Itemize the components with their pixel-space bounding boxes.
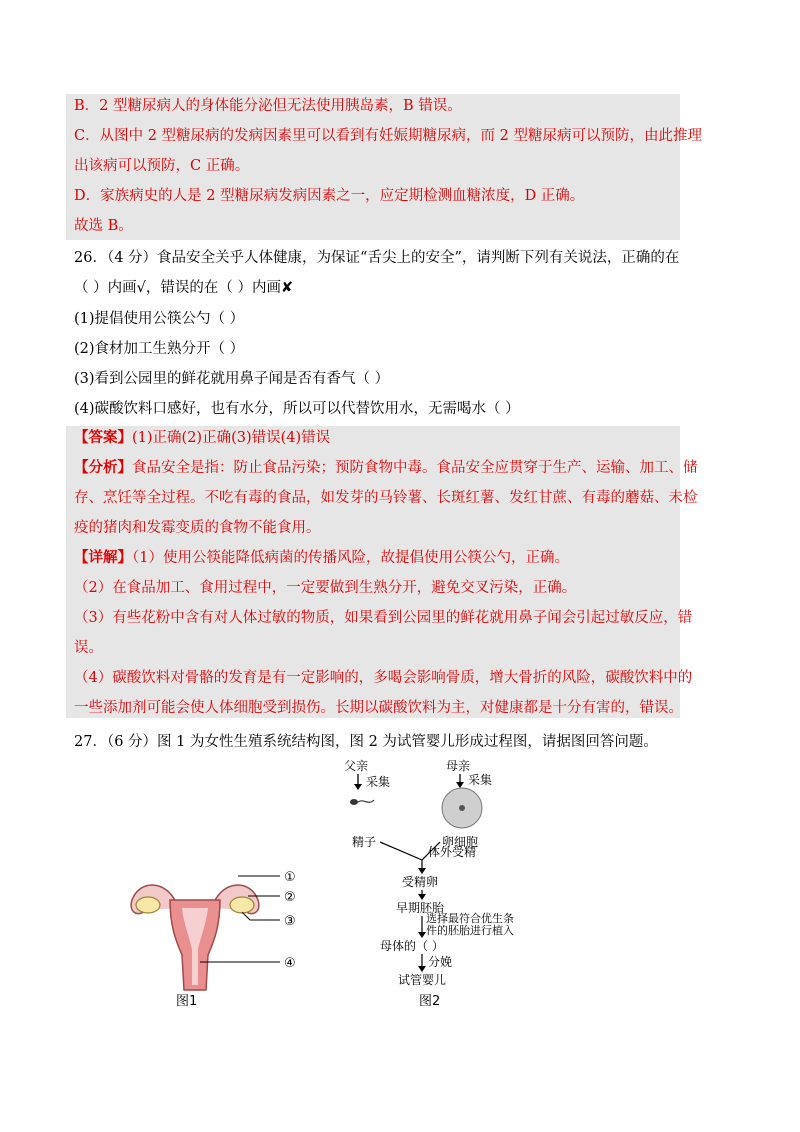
birth-label: 分娩 bbox=[428, 955, 453, 969]
answer-text: (1)正确(2)正确(3)错误(4)错误 bbox=[132, 430, 331, 446]
sperm-head bbox=[350, 799, 358, 805]
detail-line3: （3）有些花粉中含有对人体过敏的物质，如果看到公园里的鲜花就用鼻子闻会引起过敏反应，错 bbox=[74, 610, 693, 626]
embryo-arrow-head bbox=[418, 932, 426, 938]
ivf-arrow-head bbox=[418, 868, 426, 874]
detail-text-1: （1）使用公筷能降低病菌的传播风险，故提倡使用公筷公勺，正确。 bbox=[132, 550, 569, 566]
q26-stem-line1: 26．（4 分）食品安全关乎人体健康，为保证“舌尖上的安全”，请判断下列有关说法，正确的在 bbox=[74, 250, 680, 266]
embryo-label: 早期胚胎 bbox=[396, 901, 445, 915]
egg-label: 卵细胞 bbox=[442, 835, 479, 849]
detail-line5: （4）碳酸饮料对骨骼的发育是有一定影响的，多喝会影响骨质，增大骨折的风险，碳酸饮料中的 bbox=[74, 670, 693, 686]
final-choice: 故选 B。 bbox=[74, 218, 133, 234]
baby-label: 试管婴儿 bbox=[398, 973, 447, 987]
ivf-label: 体外受精 bbox=[428, 845, 477, 859]
fig1-label-3: ③ bbox=[284, 914, 296, 929]
merge-line-left bbox=[380, 842, 422, 860]
q26-item-3: (3)看到公园里的鲜花就用鼻子闻是否有香气（ ） bbox=[74, 371, 390, 387]
detail-line2: （2）在食品加工、食用过程中，一定要做到生熟分开，避免交叉污染，正确。 bbox=[74, 580, 577, 596]
fig1-label-2: ② bbox=[284, 890, 296, 905]
sperm-tail bbox=[358, 800, 374, 802]
analysis-line3: 疫的猪肉和发霉变质的食物不能食用。 bbox=[74, 520, 321, 536]
ivf-process-figure bbox=[330, 756, 550, 1016]
q26-item-4: (4)碳酸饮料口感好，也有水分，所以可以代替饮用水，无需喝水（ ） bbox=[74, 401, 520, 417]
detail-line6: 一些添加剂可能会使人体细胞受到损伤。长期以碳酸饮料为主，对健康都是十分有害的，错误。 bbox=[74, 700, 683, 716]
analysis-line2: 存、烹饪等全过程。不吃有毒的食品，如发芽的马铃薯、长斑红薯、发红甘蔗、有毒的蘑菇、未检 bbox=[74, 490, 698, 506]
zygote-label: 受精卵 bbox=[402, 875, 439, 889]
analysis-line1 bbox=[74, 458, 698, 478]
analysis-tag: 【分析】 bbox=[74, 459, 132, 476]
select-label-1: 选择最符合优生条 bbox=[426, 912, 514, 925]
birth-arrow-head bbox=[418, 966, 426, 972]
sperm-label: 精子 bbox=[352, 835, 377, 849]
collect-label-1: 采集 bbox=[366, 775, 391, 789]
q26-item-2: (2)食材加工生熟分开（ ） bbox=[74, 341, 245, 357]
select-label-2: 件的胚胎进行植入 bbox=[426, 924, 514, 937]
detail-line1 bbox=[74, 548, 569, 568]
mother-arrow-head bbox=[456, 782, 464, 788]
father-label: 父亲 bbox=[344, 759, 369, 773]
father-arrow-head bbox=[354, 784, 362, 790]
answer-line bbox=[74, 428, 330, 448]
option-c-explanation: C．从图中 2 型糖尿病的发病因素里可以看到有妊娠期糖尿病，而 2 型糖尿病可以预防，由此推理 bbox=[74, 128, 702, 144]
option-c-explanation-cont: 出该病可以预防，C 正确。 bbox=[74, 158, 250, 174]
fig1-label-1: ① bbox=[284, 870, 296, 885]
fig1-label-4: ④ bbox=[284, 956, 296, 971]
detail-tag: 【详解】 bbox=[74, 549, 132, 566]
option-d-explanation: D．家族病史的人是 2 型糖尿病发病因素之一，应定期检测血糖浓度，D 正确。 bbox=[74, 188, 585, 204]
ovary-left bbox=[136, 897, 160, 913]
egg-nucleus bbox=[459, 805, 465, 811]
q27-stem: 27．（6 分）图 1 为女性生殖系统结构图，图 2 为试管婴儿形成过程图，请据图回答问题。 bbox=[74, 734, 658, 750]
mother-organ-blank: 母体的（ ） bbox=[380, 939, 444, 953]
fig1-caption: 图1 bbox=[176, 994, 198, 1009]
detail-line4: 误。 bbox=[74, 640, 103, 656]
q26-stem-line2: （ ）内画√，错误的在（ ）内画✘ bbox=[74, 280, 294, 296]
option-b-explanation: B．2 型糖尿病人的身体能分泌但无法使用胰岛素，B 错误。 bbox=[74, 98, 462, 114]
analysis-text-1: 食品安全是指：防止食品污染；预防食物中毒。食品安全应贯穿于生产、运输、加工、储 bbox=[132, 460, 698, 476]
ovary-right bbox=[230, 897, 254, 913]
collect-label-2: 采集 bbox=[468, 773, 493, 787]
mother-label: 母亲 bbox=[446, 759, 471, 773]
q26-item-1: (1)提倡使用公筷公勺（ ） bbox=[74, 311, 245, 327]
zygote-arrow-head bbox=[418, 894, 426, 900]
answer-tag: 【答案】 bbox=[74, 429, 132, 446]
fig2-caption: 图2 bbox=[419, 994, 441, 1009]
female-reproductive-system-figure bbox=[120, 860, 340, 1010]
